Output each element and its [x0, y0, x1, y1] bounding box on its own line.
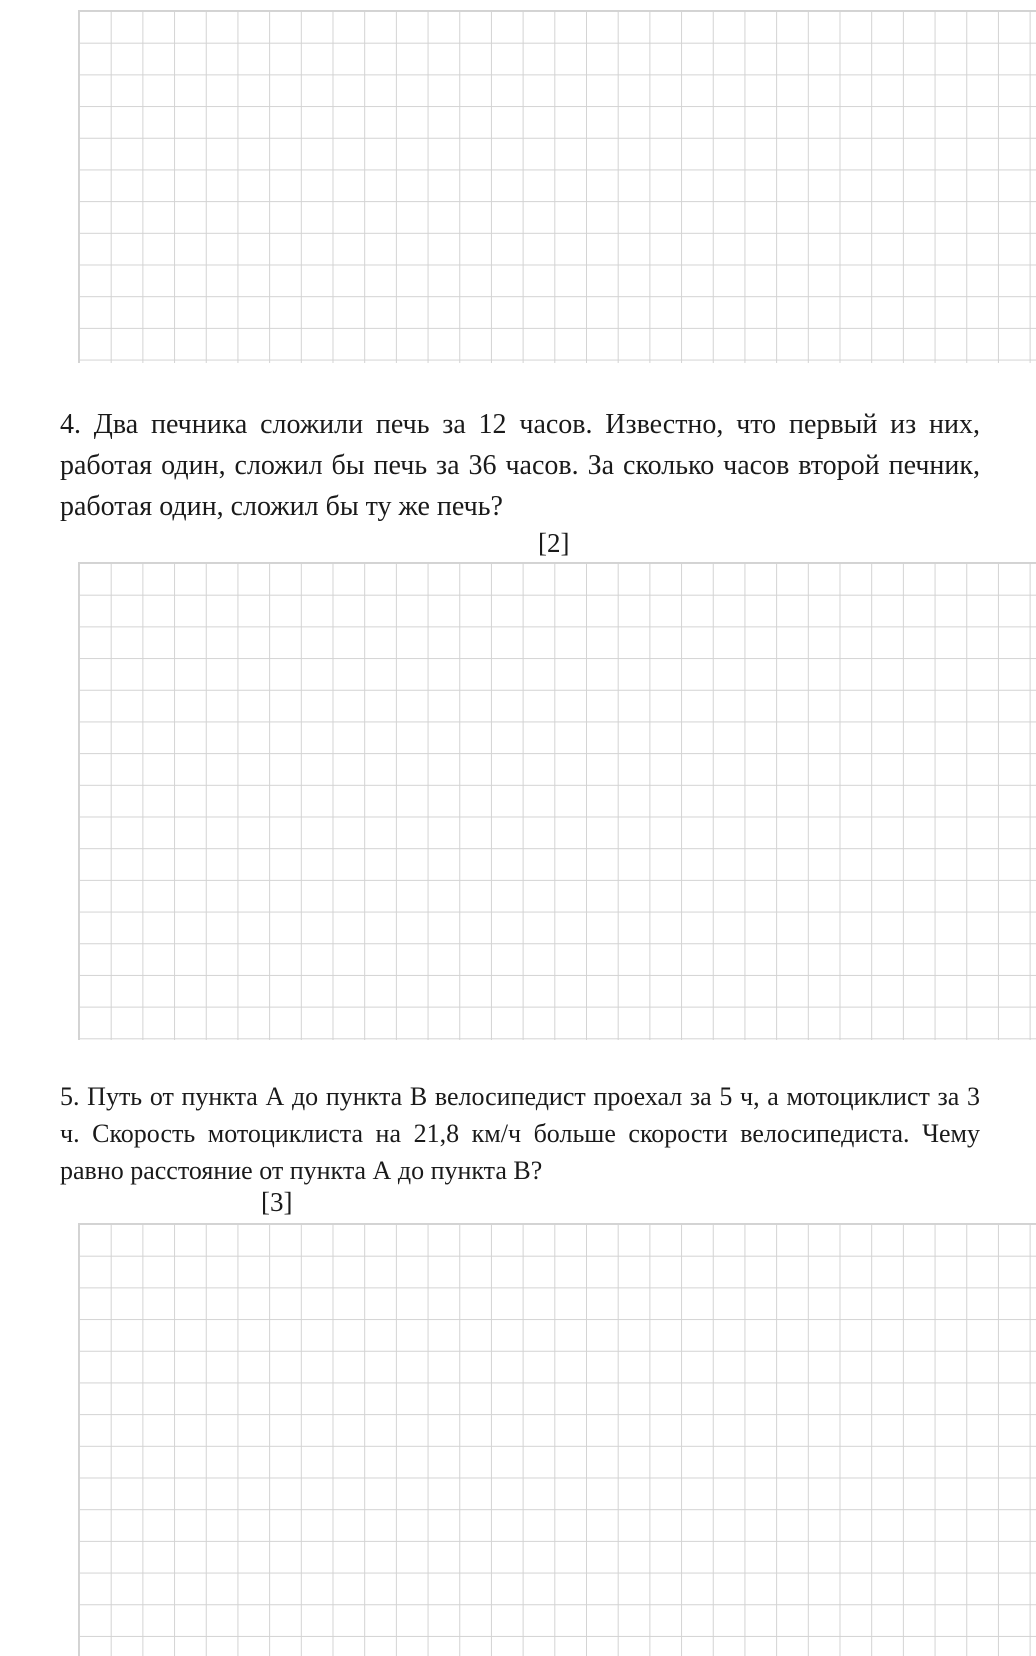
problem-5-score: [3] [261, 1187, 293, 1217]
answer-grid-top [78, 10, 1036, 363]
problem-4-score: [2] [538, 528, 570, 558]
problem-5-text: 5. Путь от пункта А до пункта В велосипедист проехал за 5 ч, а мотоциклист за 3 ч. Скорость мотоциклиста на 21,8 км/ч больше скорости велосипедиста. Чему равно расстояние от пункта А до пункта В? [60, 1082, 980, 1185]
answer-grid-problem-4 [78, 562, 1036, 1040]
problem-4-text: 4. Два печника сложили печь за 12 часов. Известно, что первый из них, работая один, сложил бы печь за 36 часов. За сколько часов второй печник, работая один, сложил бы ту же печь? [60, 409, 980, 522]
answer-grid-problem-5 [78, 1223, 1036, 1656]
